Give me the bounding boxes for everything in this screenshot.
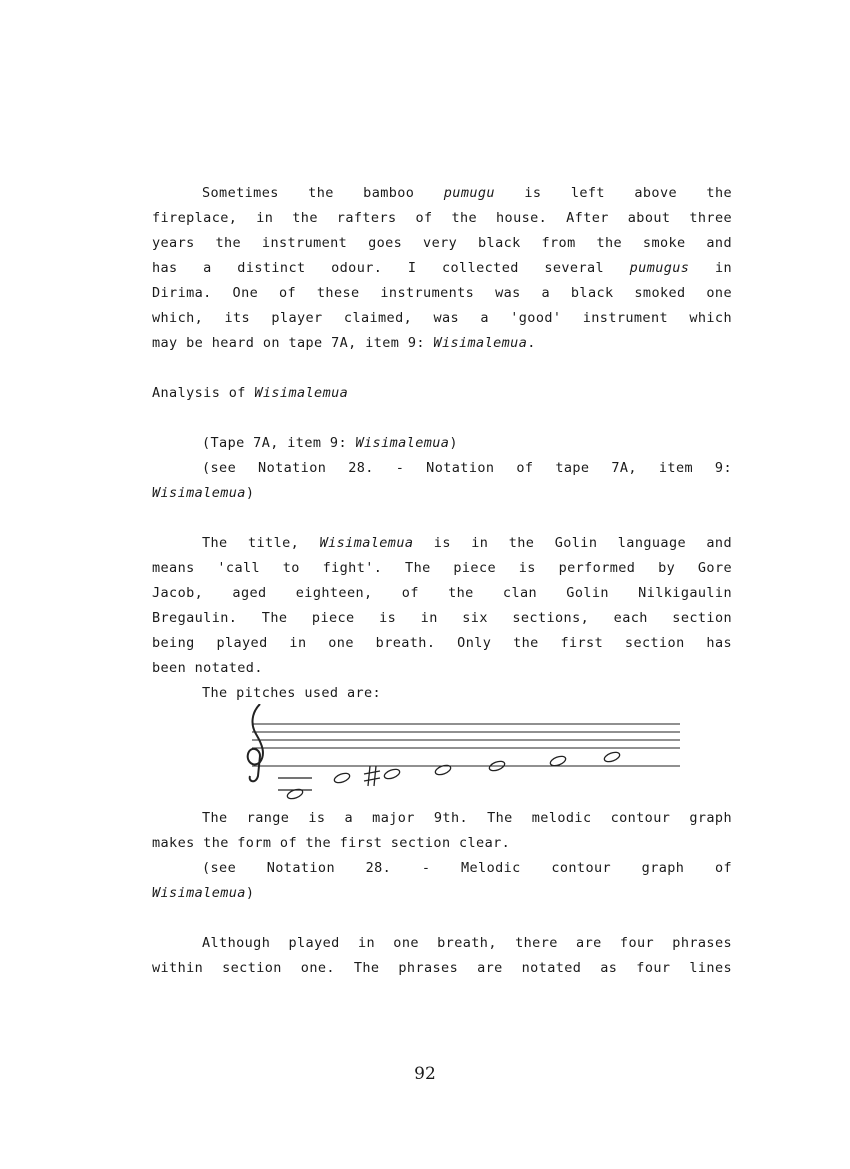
page-number: 92 [414, 1064, 436, 1084]
p1-line-5: Dirima. One of these instruments was a black smoked one [152, 285, 732, 301]
p4-line-1: Although played in one breath, there are four phrases [202, 935, 732, 951]
p1-line-2: fireplace, in the rafters of the house. After about three [152, 210, 732, 226]
p1-line-1: Sometimes the bamboo pumugu is left above the [202, 185, 732, 201]
p2-line-2: means 'call to fight'. The piece is performed by Gore [152, 560, 732, 576]
p2-line-6: been notated. [152, 660, 263, 676]
p4-line-2: within section one. The phrases are notated as four lines [152, 960, 732, 976]
p2-line-5: being played in one breath. Only the first section has [152, 635, 732, 651]
ref-line-1: (Tape 7A, item 9: Wisimalemua) [202, 435, 458, 451]
p3-line-2: makes the form of the first section clear. [152, 835, 511, 851]
ref-line-3: Wisimalemua) [152, 485, 255, 501]
whole-note [603, 751, 621, 764]
p1-line-4: has a distinct odour. I collected several pumugus in [152, 260, 732, 276]
p2-line-3: Jacob, aged eighteen, of the clan Golin Nilkigaulin [152, 585, 732, 601]
pitch-staff [240, 704, 685, 804]
p1-line-6: which, its player claimed, was a 'good' instrument which [152, 310, 732, 326]
p3-line-3: (see Notation 28. - Melodic contour graph of [202, 860, 732, 876]
treble-clef-icon [248, 704, 263, 781]
section-heading: Analysis of Wisimalemua [152, 385, 349, 401]
p2-line-4: Bregaulin. The piece is in six sections, each section [152, 610, 732, 626]
p1-line-7: may be heard on tape 7A, item 9: Wisimalemua. [152, 335, 536, 351]
whole-note [434, 764, 452, 777]
pitches-intro: The pitches used are: [202, 685, 382, 701]
whole-note [383, 768, 401, 781]
p3-line-4: Wisimalemua) [152, 885, 255, 901]
ref-line-2: (see Notation 28. - Notation of tape 7A, item 9: [202, 460, 732, 476]
whole-note [333, 772, 351, 785]
sharp-icon [364, 766, 380, 786]
p3-line-1: The range is a major 9th. The melodic contour graph [202, 810, 732, 826]
p1-line-3: years the instrument goes very black from the smoke and [152, 235, 732, 251]
p2-line-1: The title, Wisimalemua is in the Golin language and [202, 535, 732, 551]
